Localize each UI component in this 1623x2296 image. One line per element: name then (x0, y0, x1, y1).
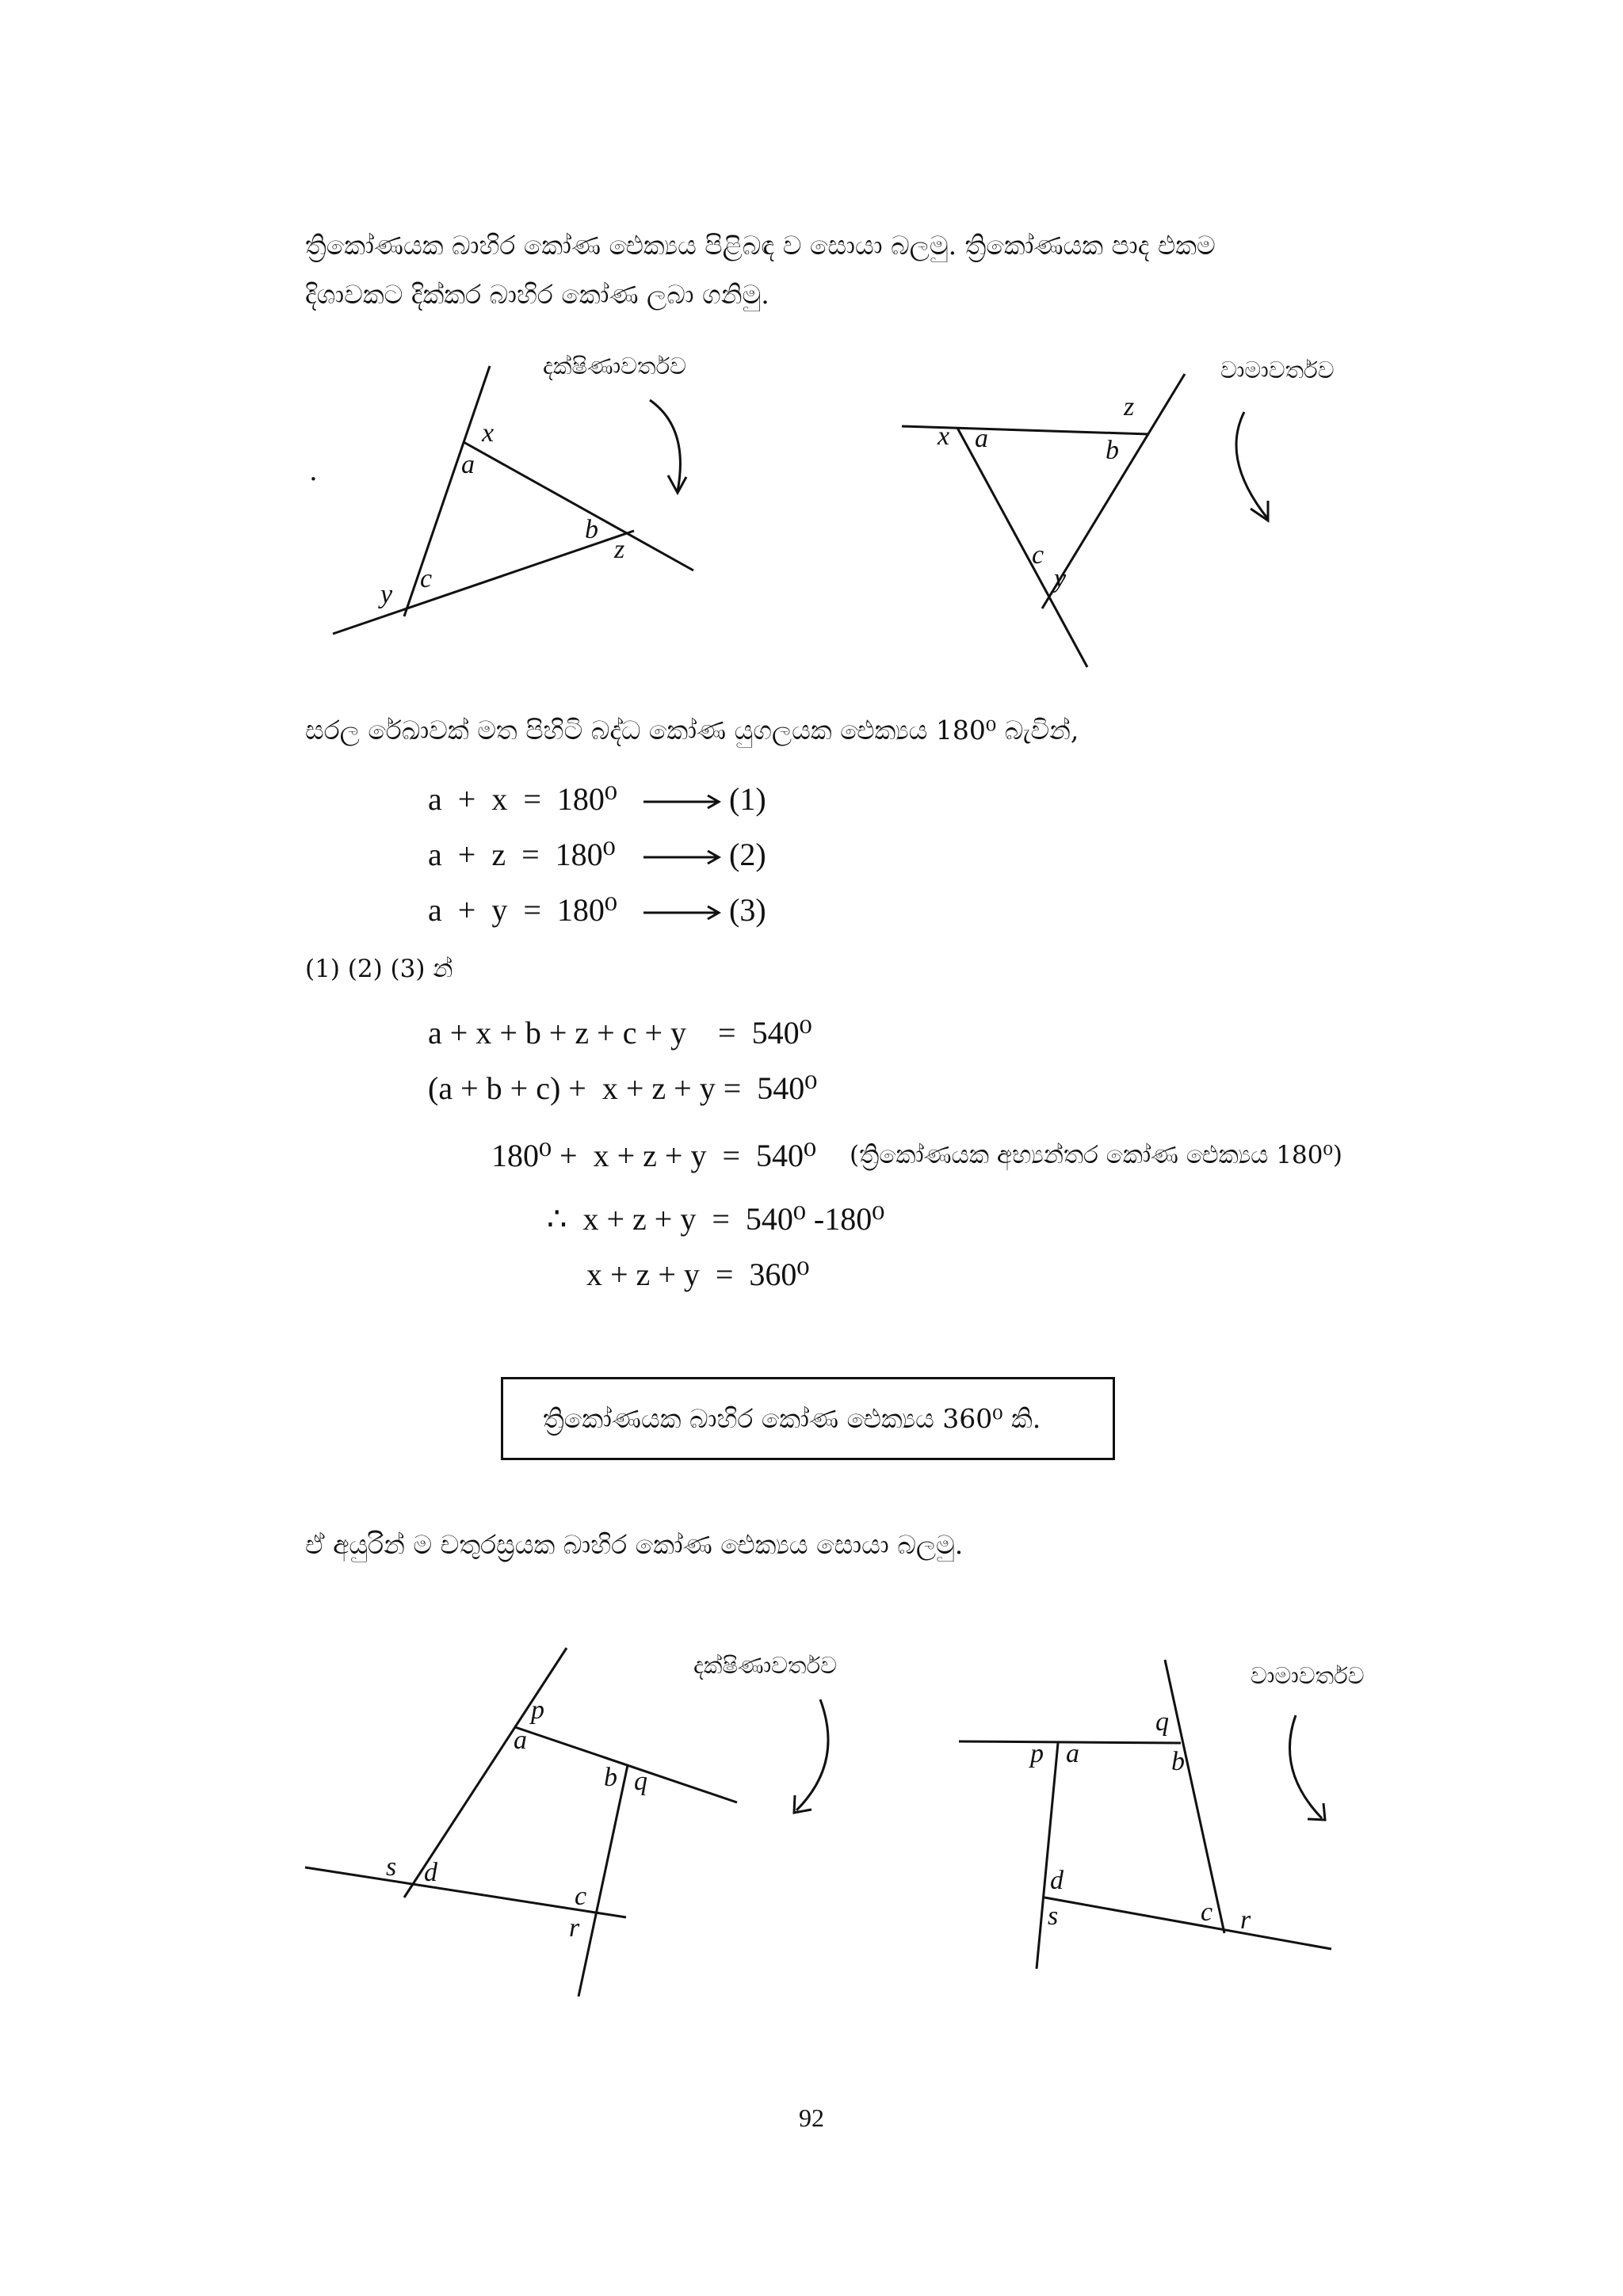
label-c: c (575, 1882, 587, 1911)
fig1-left-caption: දක්ෂිණාවර්තව (543, 353, 686, 379)
label-s: s (386, 1852, 397, 1882)
label-b: b (1171, 1747, 1185, 1776)
right-quad-side-3 (1165, 1660, 1224, 1933)
label-a: a (514, 1726, 527, 1755)
derivation-line-4: ∴ x + z + y = 540⁰ -180⁰ (547, 1201, 885, 1237)
intro-line-2: දිශාවකට දික්කර බාහිර කෝණ ලබා ගනිමු. (305, 279, 769, 310)
derivation-note: (ත්‍රිකෝණයක අභ්‍යන්තර කෝණ ඓක්‍යය 180⁰) (850, 1141, 1342, 1169)
left-quad-side-3 (579, 1765, 628, 1997)
derivation-line-3: 180⁰ + x + z + y = 540⁰ (491, 1138, 817, 1173)
label-b: b (604, 1763, 617, 1792)
label-z: z (1124, 392, 1135, 421)
label-q: q (1155, 1707, 1169, 1737)
derivation-line-5: x + z + y = 360⁰ (586, 1257, 810, 1292)
label-c: c (1032, 540, 1044, 570)
equation-ref-3: (3) (729, 892, 766, 928)
quadrilateral-intro: ඒ අයුරින් ම චතුරස්‍රයක බාහිර කෝණ ඓක්‍යය සොයා බලමු. (305, 1529, 964, 1560)
label-y: y (380, 580, 393, 609)
equation-ref-1: (1) (729, 781, 766, 817)
right-quad-side-4 (1044, 1897, 1331, 1949)
label-r: r (1240, 1905, 1251, 1935)
derivation-line-1: a + x + b + z + c + y = 540⁰ (428, 1015, 812, 1051)
label-d: d (1050, 1866, 1064, 1895)
equation-2: a + z = 180⁰ (428, 837, 616, 872)
label-b: b (1106, 436, 1119, 465)
clockwise-arrow-icon (796, 1699, 828, 1810)
label-a: a (975, 424, 988, 453)
stray-dot: . (309, 456, 318, 487)
counterclockwise-arrow-icon (1289, 1715, 1322, 1818)
adjacent-angles-statement: සරල රේඛාවක් මත පිහිටි බද්ධ කෝණ යුගලයක ඓක්‍යය 180⁰ බැවින්, (305, 715, 1079, 746)
label-x: x (938, 421, 950, 451)
label-z: z (614, 535, 625, 564)
label-p: p (1030, 1739, 1044, 1768)
label-x: x (482, 418, 495, 448)
intro-line-1: ත්‍රිකෝණයක බාහිර කෝණ ඓක්‍යය පිළිබඳ ව සොයා බලමු. ත්‍රිකෝණයක පාද එකම (305, 230, 1216, 261)
fig1-right-caption: වාමාවර්තව (1220, 357, 1335, 383)
result-text: ත්‍රිකෝණයක බාහිර කෝණ ඓක්‍යය 360⁰ කි. (543, 1403, 1041, 1434)
fig2-left-caption: දක්ෂිණාවර්තව (693, 1652, 837, 1679)
derivation-line-2: (a + b + c) + x + z + y = 540⁰ (428, 1070, 818, 1106)
label-c: c (420, 564, 433, 593)
equation-ref-2: (2) (729, 837, 766, 872)
label-b: b (585, 515, 598, 544)
label-q: q (634, 1767, 647, 1796)
right-quad-side-2 (1037, 1743, 1058, 1969)
left-quad-side-2 (515, 1727, 737, 1802)
label-y: y (1054, 564, 1067, 593)
fig2-right-caption: වාමාවර්තව (1251, 1662, 1365, 1689)
equation-3: a + y = 180⁰ (428, 892, 617, 928)
label-p: p (531, 1695, 544, 1725)
label-s: s (1048, 1901, 1059, 1931)
label-a: a (461, 450, 475, 479)
label-a: a (1066, 1739, 1079, 1768)
equation-1: a + x = 180⁰ (428, 781, 617, 817)
label-r: r (569, 1913, 580, 1943)
page-number: 92 (799, 2103, 824, 2132)
label-c: c (1201, 1897, 1213, 1927)
label-d: d (424, 1858, 437, 1887)
sum-label: (1) (2) (3) න් (305, 955, 453, 983)
